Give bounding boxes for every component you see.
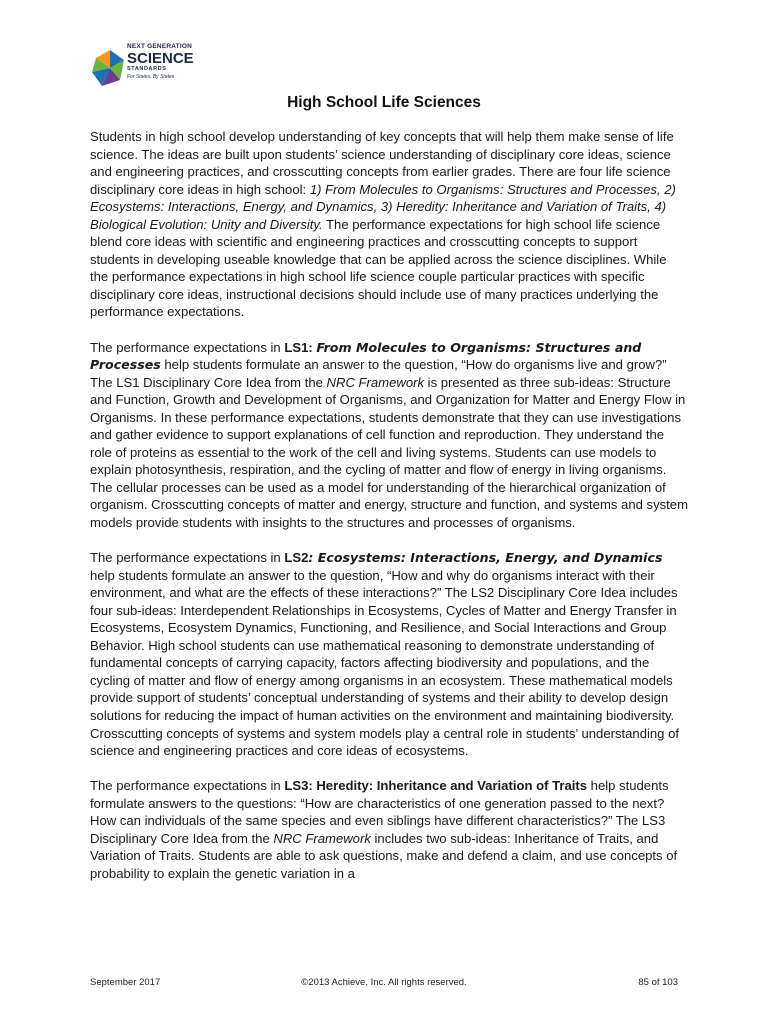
ls1-lead: The performance expectations in <box>90 339 285 355</box>
footer-copyright: ©2013 Achieve, Inc. All rights reserved. <box>301 977 467 988</box>
ls1-heading: From Molecules to Organisms: Structures and Processes <box>90 339 642 373</box>
logo-line3: STANDARDS <box>127 66 167 72</box>
ls1-text2: is presented as three sub-ideas: Structure and Function, Growth and Development of Organisms, and Organization for Matter and Energy Flow in Organisms. In these performance expectations, students demonstrate that they can use investigations and gather evidence to support explanations of cell function and reproduction. They understand the role of proteins as essential to the work of the cell and living systems. Students can use models to explain photosynthesis, respiration, and the cycling of matter and flow of energy in living organisms. The cellular processes can be used as a model for understanding of the hierarchical organization of organism. Crosscutting concepts of matter and energy, structure and function, and systems and system models provide students with insights to the structures and processes of organisms. <box>90 374 688 530</box>
ls3-lead: The performance expectations in <box>90 778 285 794</box>
ls2-code: LS2 <box>284 550 309 566</box>
logo-tagline: For States, By States <box>127 74 175 80</box>
intro-core-ideas: 1) From Molecules to Organisms: Structures and Processes, 2) Ecosystems: Interactions, Energy, and Dynamics, 3) Heredity: Inheritance and Variation of Traits, 4) Biological Evolution: Unity and Diversity. <box>90 181 676 232</box>
ls2-lead: The performance expectations in <box>90 550 285 566</box>
ls2-text: help students formulate an answer to the question, “How and why do organisms interact with their environment, and what are the effects of these interactions?” The LS2 Disciplinary Core Idea includes four sub-ideas: Interdependent Relationships in Ecosystems, Cycles of Matter and Energy Transfer in Ecosystems, Ecosystem Dynamics, Functioning, and Resilience, and Social Interactions and Group Behavior. High school students can use mathematical reasoning to demonstrate understanding of fundamental concepts of carrying capacity, factors affecting biodiversity and populations, and the cycling of matter and flow of energy among organisms in an ecosystem. These mathematical models provide support of students’ conceptual understanding of systems and their ability to develop design solutions for reducing the impact of human activities on the environment and maintaining biodiversity. Crosscutting concepts of systems and system models play a central role in students’ understanding of science and engineering practices and core ideas of ecosystems. <box>90 567 680 759</box>
ngss-logo <box>90 40 210 96</box>
ngss-logo-icon <box>90 48 126 88</box>
ls3-text2: includes two sub-ideas: Inheritance of Traits, and Variation of Traits. Students are able to ask questions, make and defend a claim, and use concepts of probability to explain the genetic variation in a <box>90 830 678 881</box>
logo-line2: SCIENCE <box>127 50 194 67</box>
ls3-nrc: NRC Framework <box>273 830 371 846</box>
footer-date: September 2017 <box>90 977 161 988</box>
ls1-nrc: NRC Framework <box>326 374 425 390</box>
intro-paragraph <box>90 128 688 321</box>
ls2-heading: : Ecosystems: Interactions, Energy, and Dynamics <box>308 550 663 566</box>
ls1-paragraph <box>90 339 688 532</box>
ls3-heading: LS3: Heredity: Inheritance and Variation of Traits <box>284 778 588 794</box>
document-body <box>90 128 688 900</box>
logo-line1: NEXT GENERATION <box>127 43 192 50</box>
intro-text-before: Students in high school develop understanding of key concepts that will help them make sense of life science. The ideas are built upon students’ science understanding of disciplinary core ideas, science and engineering practices, and crosscutting concepts from earlier grades. There are four life science disciplinary core ideas in high school: <box>90 129 674 197</box>
ls2-paragraph <box>90 549 688 760</box>
ls3-paragraph <box>90 777 688 882</box>
ls1-code: LS1: <box>284 339 317 355</box>
ls3-text1: help students formulate answers to the questions: “How are characteristics of one generation passed to the next? How can individuals of the same species and even siblings have different characteristics?” The LS3 Disciplinary Core Idea from the <box>90 778 669 846</box>
ls1-text1: help students formulate an answer to the question, “How do organisms live and grow?” The LS1 Disciplinary Core Idea from the <box>90 357 667 390</box>
page-title: High School Life Sciences <box>287 94 481 111</box>
intro-text-after: The performance expectations for high school life science blend core ideas with scientific and engineering practices and crosscutting concepts to support students in developing useable knowledge that can be applied across the science disciplines. While the performance expectations in high school life science couple particular practices with specific disciplinary core ideas, instructional decisions should include use of many practices underlying the performance expectations. <box>90 216 667 320</box>
footer-page-number: 85 of 103 <box>638 977 678 988</box>
